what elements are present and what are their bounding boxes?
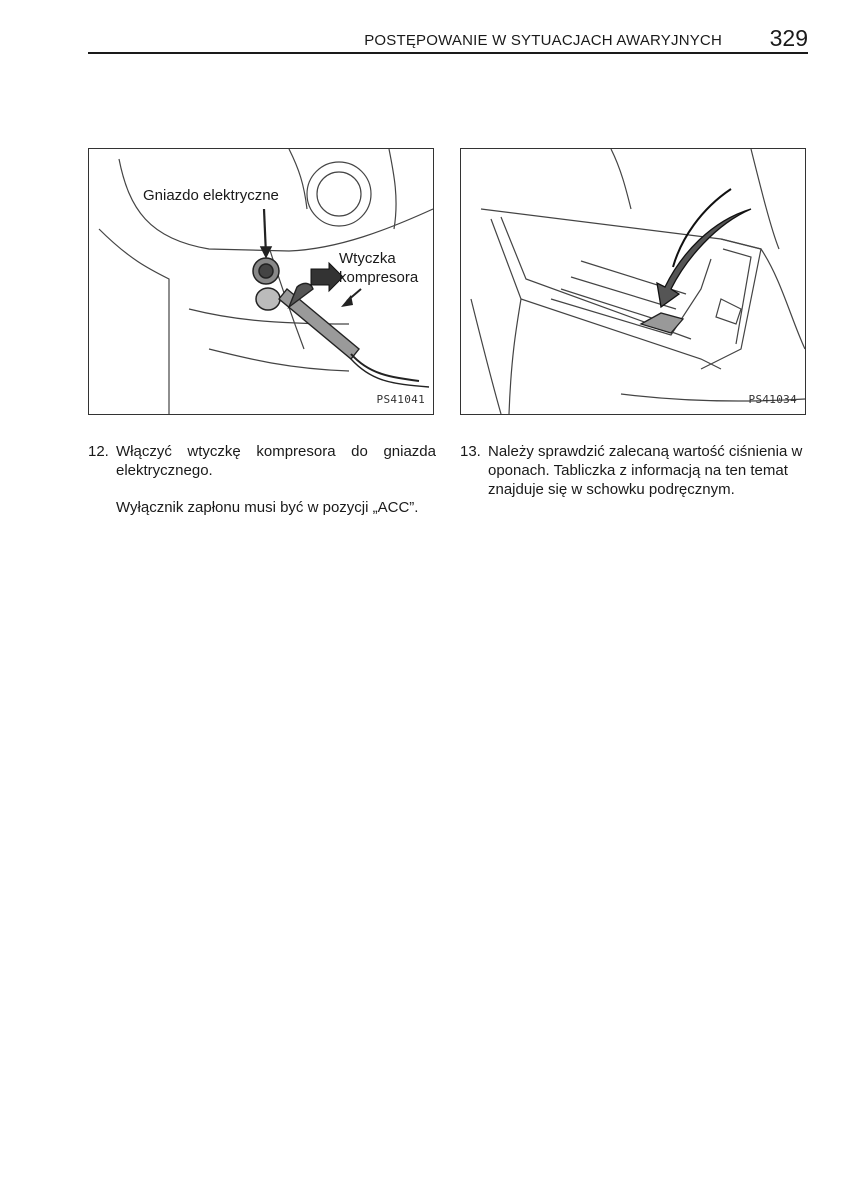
instruction-step-12 (88, 442, 436, 517)
step-note: Wyłącznik zapłonu musi być w pozycji „ACC”. (116, 499, 419, 516)
glovebox-illustration (461, 149, 805, 414)
step-text: Należy sprawdzić zalecaną wartość ciśnienia w oponach. Tabliczka z informacją na ten temat znajduje się w schowku podręcznym. (488, 443, 803, 498)
step-number: 12. (88, 443, 109, 460)
instruction-step-13 (460, 442, 808, 499)
step-number: 13. (460, 443, 481, 460)
page-number: 329 (769, 25, 808, 51)
step-text: Włączyć wtyczkę kompresora do gniazda elektrycznego. (116, 443, 436, 479)
figure-glove-box (460, 148, 806, 415)
section-title: POSTĘPOWANIE W SYTUACJACH AWARYJNYCH (364, 32, 722, 49)
socket-label: Gniazdo elektryczne (143, 187, 279, 204)
figure-power-socket (88, 148, 434, 415)
plug-label-line2: kompresora (339, 269, 419, 286)
plug-label (339, 249, 431, 287)
plug-label-line1: Wtyczka (339, 250, 396, 267)
figure-code: PS41034 (748, 393, 797, 406)
page-header (88, 26, 808, 54)
figure-code: PS41041 (376, 393, 425, 406)
